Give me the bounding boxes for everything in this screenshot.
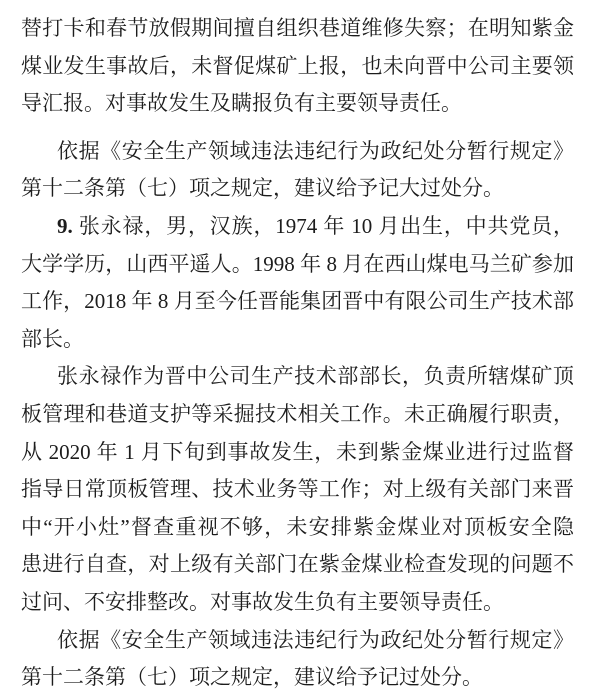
list-item-number: 9. <box>57 213 73 238</box>
document-line: 依据《安全生产领域违法违纪行为政纪处分暂行规定》 <box>57 627 574 652</box>
document-line: 指导日常顶板管理、技术业务等工作；对上级有关部门来晋 <box>21 477 574 502</box>
document-line: 患进行自查，对上级有关部门在紫金煤业检查发现的问题不 <box>21 552 574 577</box>
document-line: 从 2020 年 1 月下旬到事故发生，未到紫金煤业进行过监督 <box>21 439 574 464</box>
document-line: 第十二条第（七）项之规定，建议给予记大过处分。 <box>21 176 504 201</box>
document-line: 煤业发生事故后，未督促煤矿上报，也未向晋中公司主要领 <box>21 53 574 78</box>
document-line: 导汇报。对事故发生及瞒报负有主要领导责任。 <box>21 91 462 116</box>
document-line-item-9 <box>21 208 574 246</box>
document-line: 张永禄作为晋中公司生产技术部部长，负责所辖煤矿顶 <box>57 364 574 389</box>
document-line: 中“开小灶”督查重视不够，未安排紫金煤业对顶板安全隐 <box>21 514 574 539</box>
document-line: 部长。 <box>21 326 84 351</box>
document-line: 工作，2018 年 8 月至今任晋能集团晋中有限公司生产技术部 <box>21 289 574 314</box>
document-line: 大学学历，山西平遥人。1998 年 8 月在西山煤电马兰矿参加 <box>21 251 574 276</box>
line-text: 张永禄，男，汉族，1974 年 10 月出生，中共党员， <box>72 213 574 238</box>
document-line: 替打卡和春节放假期间擅自组织巷道维修失察；在明知紫金 <box>21 16 574 40</box>
document-line: 板管理和巷道支护等采掘技术相关工作。未正确履行职责， <box>21 401 574 426</box>
document-line: 依据《安全生产领域违法违纪行为政纪处分暂行规定》 <box>57 138 574 163</box>
document-line: 第十二条第（七）项之规定，建议给予记过处分。 <box>21 665 483 690</box>
document-line: 过问、不安排整改。对事故发生负有主要领导责任。 <box>21 589 504 614</box>
